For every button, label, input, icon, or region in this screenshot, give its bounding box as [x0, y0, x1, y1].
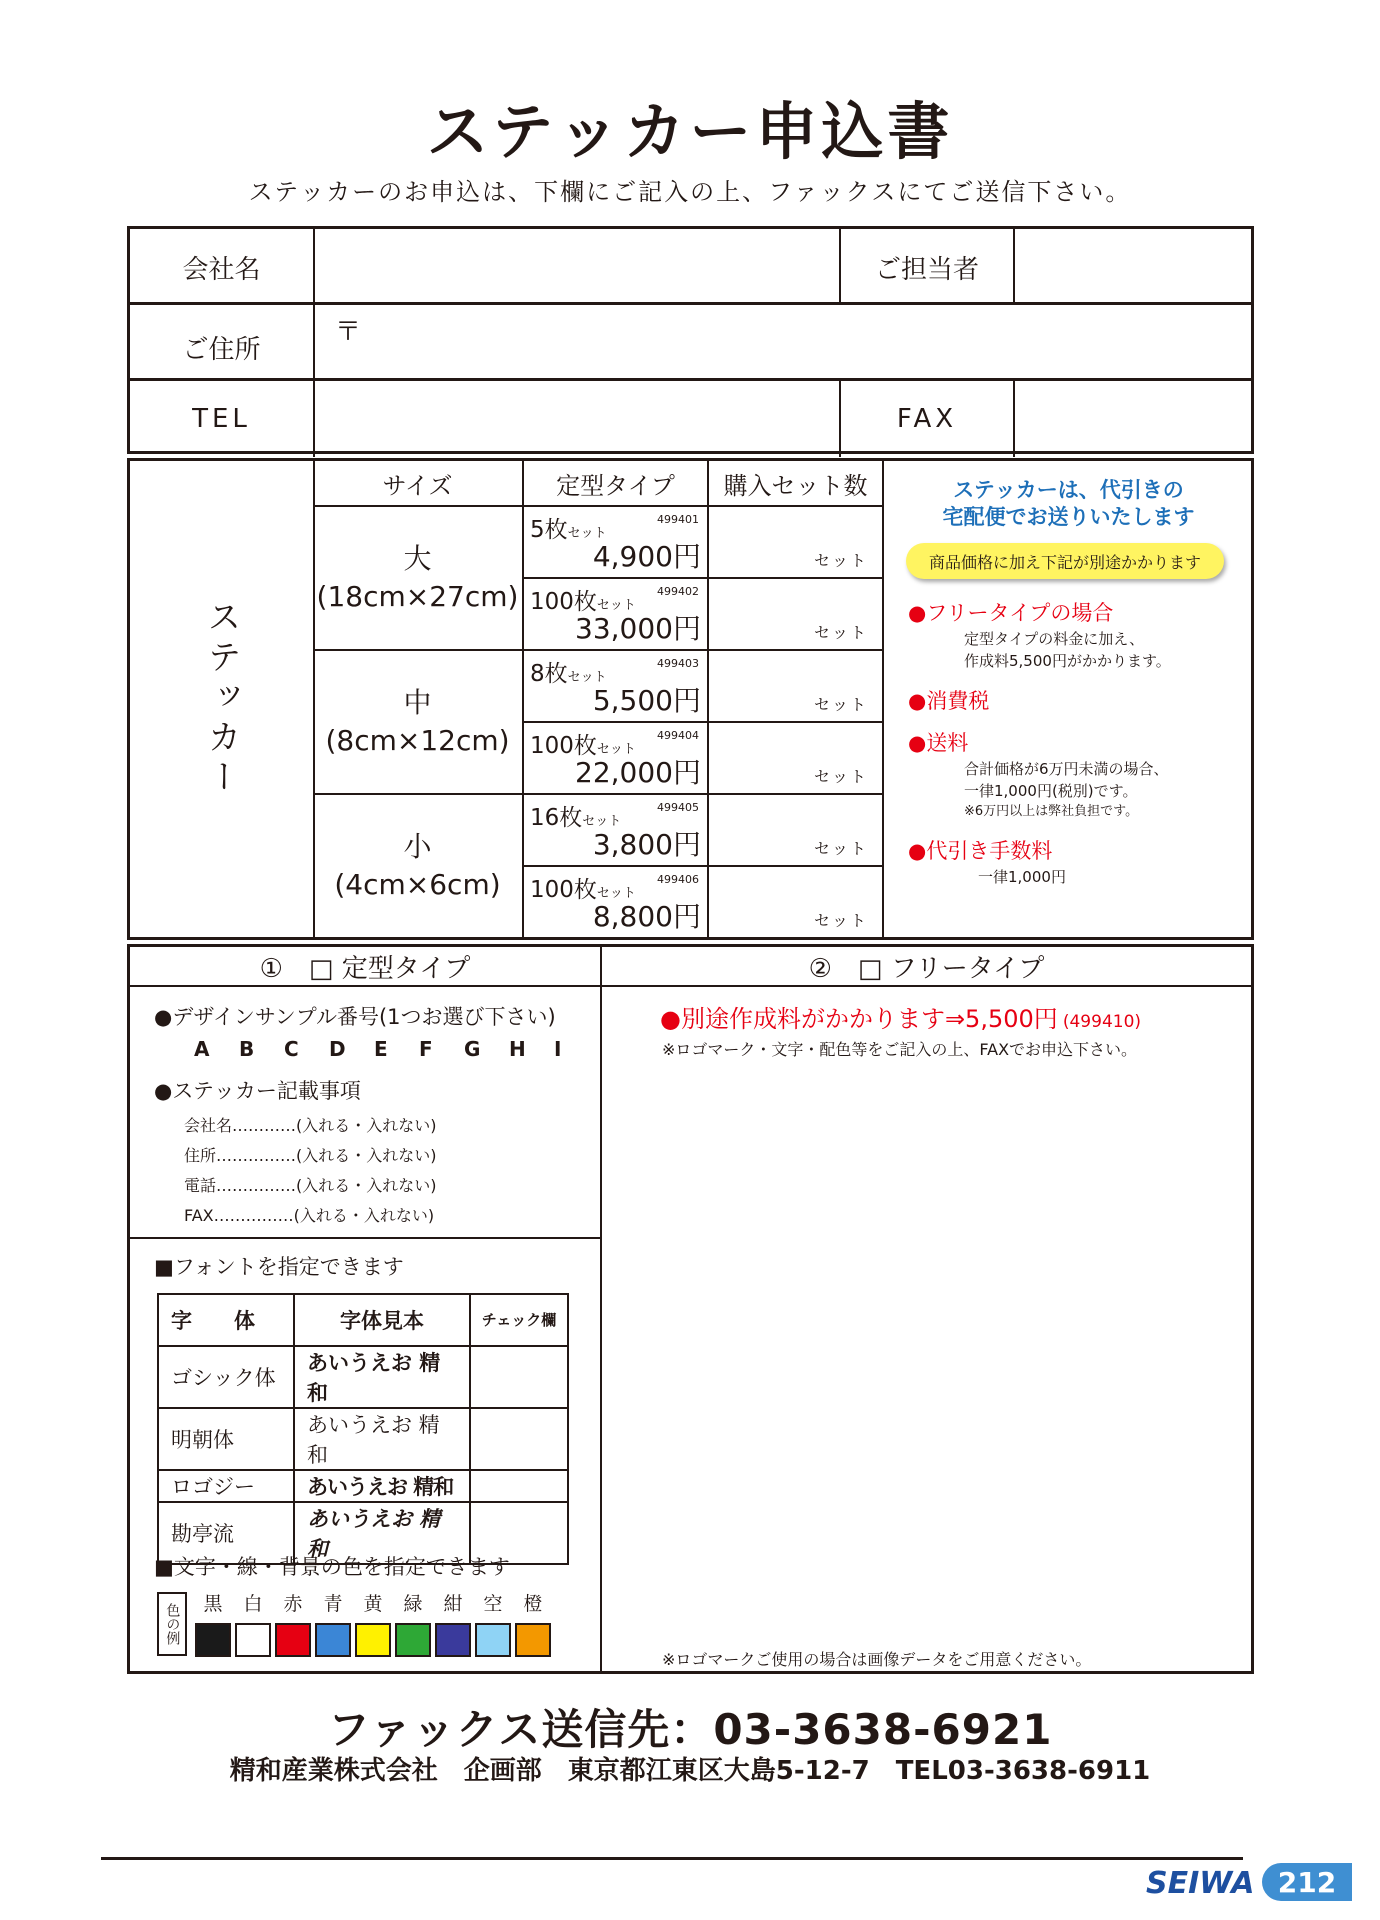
- fax-field[interactable]: [1015, 381, 1251, 457]
- color-name: 黒: [203, 1593, 223, 1615]
- price: 5,500円: [592, 684, 701, 717]
- free-type-fee-code: (499410): [1062, 1012, 1142, 1032]
- set-unit: セット: [582, 814, 622, 829]
- font-sample: あいうえお 精和: [294, 1470, 470, 1502]
- include-fax-option[interactable]: FAX……………(入れる・入れない): [184, 1206, 435, 1225]
- design-letter-e[interactable]: E: [374, 1037, 388, 1061]
- color-heading: ■文字・線・背景の色を指定できます: [154, 1555, 510, 1579]
- delivery-note: ステッカーは、代引きの 宅配便でお送りいたします: [942, 478, 1195, 530]
- set-count-field[interactable]: [709, 721, 884, 793]
- product-code: 499404: [657, 729, 699, 742]
- color-swatch[interactable]: [515, 1623, 551, 1657]
- size-dims: (4cm×6cm): [334, 868, 501, 901]
- size-name: 中: [403, 686, 432, 720]
- set-count-field[interactable]: [709, 865, 884, 937]
- size-small: [313, 793, 524, 937]
- type-option-499406: [524, 865, 709, 937]
- set-quantity: 100枚: [530, 733, 597, 759]
- type-option-499405: [524, 793, 709, 865]
- font-check-cell[interactable]: [470, 1470, 568, 1502]
- logo-data-note: ※ロゴマークご使用の場合は画像データをご用意ください。: [662, 1650, 1092, 1669]
- set-quantity: 5枚: [530, 517, 568, 543]
- design-letter-h[interactable]: H: [509, 1037, 526, 1061]
- product-code: 499406: [657, 873, 699, 886]
- set-quantity: 100枚: [530, 877, 597, 903]
- type-option-499404: [524, 721, 709, 793]
- color-swatch[interactable]: [235, 1623, 271, 1657]
- tab-free-type[interactable]: ② □ フリータイプ: [602, 947, 1251, 987]
- tel-fax-row: [130, 378, 1251, 457]
- include-company-option[interactable]: 会社名…………(入れる・入れない): [184, 1116, 437, 1135]
- color-swatch[interactable]: [315, 1623, 351, 1657]
- type-option-499401: [524, 505, 709, 577]
- set-count-field[interactable]: [709, 505, 884, 577]
- color-name: 青: [323, 1593, 343, 1615]
- product-code: 499401: [657, 513, 699, 526]
- color-name: 赤: [283, 1593, 303, 1615]
- price: 4,900円: [592, 540, 701, 573]
- tel-label: TEL: [192, 404, 251, 434]
- page-subtitle: ステッカーのお申込は、下欄にご記入の上、ファックスにてご送信下さい。: [248, 178, 1132, 206]
- font-sample: あいうえお 精和: [294, 1346, 470, 1408]
- set-label: セット: [813, 623, 868, 642]
- tab-fixed-type[interactable]: ① □ 定型タイプ: [130, 947, 602, 987]
- address-label: ご住所: [182, 334, 261, 365]
- person-label: ご担当者: [874, 254, 979, 285]
- set-count-field[interactable]: [709, 793, 884, 865]
- set-label: セット: [813, 767, 868, 786]
- fax-destination: ファックス送信先：03-3638-6921: [327, 1705, 1053, 1754]
- font-header-sample: 字体見本: [294, 1294, 470, 1346]
- color-swatch[interactable]: [195, 1623, 231, 1657]
- set-label: セット: [813, 551, 868, 570]
- set-quantity: 16枚: [530, 805, 583, 831]
- include-phone-option[interactable]: 電話……………(入れる・入れない): [184, 1176, 437, 1195]
- design-letter-c[interactable]: C: [284, 1037, 299, 1061]
- design-letter-g[interactable]: G: [464, 1037, 481, 1061]
- color-example-label: 色の例: [157, 1592, 187, 1656]
- type-selection-section: [127, 944, 1254, 1674]
- size-dims: (8cm×12cm): [325, 724, 510, 757]
- set-label: セット: [813, 695, 868, 714]
- design-letter-b[interactable]: B: [239, 1037, 255, 1061]
- font-name: 明朝体: [158, 1408, 294, 1470]
- font-name: 勘亭流: [158, 1502, 294, 1564]
- extra-charge-badge: 商品価格に加え下記が別途かかります: [906, 543, 1224, 579]
- header-sets: 購入セット数: [709, 461, 884, 505]
- color-name: 黄: [363, 1593, 383, 1615]
- contact-section: [127, 226, 1254, 454]
- font-header-check: チェック欄: [470, 1294, 568, 1346]
- font-table: [157, 1293, 569, 1565]
- set-quantity: 8枚: [530, 661, 568, 687]
- page-title: ステッカー申込書: [426, 95, 954, 168]
- company-info: 精和産業株式会社 企画部 東京都江東区大島5-12-7 TEL03-3638-6911: [229, 1756, 1151, 1786]
- color-name: 緑: [403, 1593, 423, 1615]
- set-unit: セット: [596, 598, 636, 613]
- set-label: セット: [813, 911, 868, 930]
- size-name: 小: [403, 830, 432, 864]
- product-code: 499405: [657, 801, 699, 814]
- color-swatch[interactable]: [435, 1623, 471, 1657]
- size-large: [313, 505, 524, 649]
- set-unit: セット: [567, 526, 607, 541]
- type-option-499402: [524, 577, 709, 649]
- free-type-instruction: ※ロゴマーク・文字・配色等をご記入の上、FAXでお申込下さい。: [662, 1040, 1138, 1059]
- size-name: 大: [403, 542, 432, 576]
- footer-rule: [101, 1857, 1243, 1860]
- person-field[interactable]: [1015, 229, 1251, 305]
- type-option-499403: [524, 649, 709, 721]
- product-code: 499403: [657, 657, 699, 670]
- sticker-section-label: ステッカー: [130, 461, 315, 937]
- font-sample: あいうえお 精和: [294, 1408, 470, 1470]
- font-name: ロゴジー: [158, 1470, 294, 1502]
- free-type-text: 定型タイプの料金に加え、 作成料5,500円がかかります。: [964, 630, 1171, 670]
- fax-label: FAX: [896, 404, 958, 434]
- include-address-option[interactable]: 住所……………(入れる・入れない): [184, 1146, 437, 1165]
- font-sample: あいうえお 精和: [294, 1502, 470, 1564]
- free-type-title: ●フリータイプの場合: [908, 601, 1114, 625]
- product-code: 499402: [657, 585, 699, 598]
- free-type-fee: [660, 999, 1141, 1034]
- postal-mark: 〒: [335, 317, 362, 347]
- set-unit: セット: [596, 742, 636, 757]
- cod-fee-text: 一律1,000円: [978, 868, 1066, 886]
- price: 33,000円: [575, 612, 701, 645]
- price: 8,800円: [592, 900, 701, 933]
- font-heading: ■フォントを指定できます: [154, 1255, 404, 1279]
- design-letter-a[interactable]: A: [194, 1037, 210, 1061]
- size-medium: [313, 649, 524, 793]
- tax-title: ●消費税: [908, 689, 990, 713]
- font-check-cell[interactable]: [470, 1408, 568, 1470]
- design-letter-f[interactable]: F: [419, 1037, 433, 1061]
- design-sample-heading: ●デザインサンプル番号(1つお選び下さい): [154, 1005, 556, 1029]
- set-unit: セット: [567, 670, 607, 685]
- seiwa-logo: SEIWA: [1146, 1866, 1255, 1901]
- set-unit: セット: [596, 886, 636, 901]
- font-header-name: 字 体: [158, 1294, 294, 1346]
- color-name: 橙: [523, 1593, 543, 1615]
- color-swatch[interactable]: [355, 1623, 391, 1657]
- company-field[interactable]: [315, 229, 839, 305]
- pricing-notes: [886, 461, 1251, 937]
- price: 3,800円: [592, 828, 701, 861]
- address-field[interactable]: [315, 305, 1251, 381]
- sticker-items-heading: ●ステッカー記載事項: [154, 1079, 361, 1103]
- shipping-text: 合計価格が6万円未満の場合、 一律1,000円(税別)です。 ※6万円以上は弊社負担です。: [964, 760, 1169, 819]
- color-swatch[interactable]: [395, 1623, 431, 1657]
- address-row: [130, 302, 1251, 381]
- set-count-field[interactable]: [709, 577, 884, 649]
- color-name: 空: [483, 1593, 503, 1615]
- header-size: サイズ: [313, 461, 524, 505]
- color-name: 紺: [443, 1593, 463, 1615]
- font-check-cell[interactable]: [470, 1346, 568, 1408]
- company-label: 会社名: [182, 254, 261, 285]
- company-row: [130, 229, 1251, 305]
- shipping-title: ●送料: [908, 731, 969, 755]
- design-letter-d[interactable]: D: [329, 1037, 346, 1061]
- price: 22,000円: [575, 756, 701, 789]
- set-quantity: 100枚: [530, 589, 597, 615]
- free-type-fee-text: ●別途作成料がかかります⇒5,500円: [660, 1005, 1058, 1033]
- color-swatch[interactable]: [275, 1623, 311, 1657]
- tel-field[interactable]: [315, 381, 839, 457]
- font-name: ゴシック体: [158, 1346, 294, 1408]
- color-swatch[interactable]: [475, 1623, 511, 1657]
- products-section: [127, 458, 1254, 940]
- header-type: 定型タイプ: [524, 461, 709, 505]
- size-dims: (18cm×27cm): [316, 580, 519, 613]
- page-number: 212: [1262, 1863, 1352, 1901]
- set-count-field[interactable]: [709, 649, 884, 721]
- cod-fee-title: ●代引き手数料: [908, 839, 1053, 863]
- design-letter-i[interactable]: I: [554, 1037, 562, 1061]
- set-label: セット: [813, 839, 868, 858]
- color-name: 白: [243, 1593, 263, 1615]
